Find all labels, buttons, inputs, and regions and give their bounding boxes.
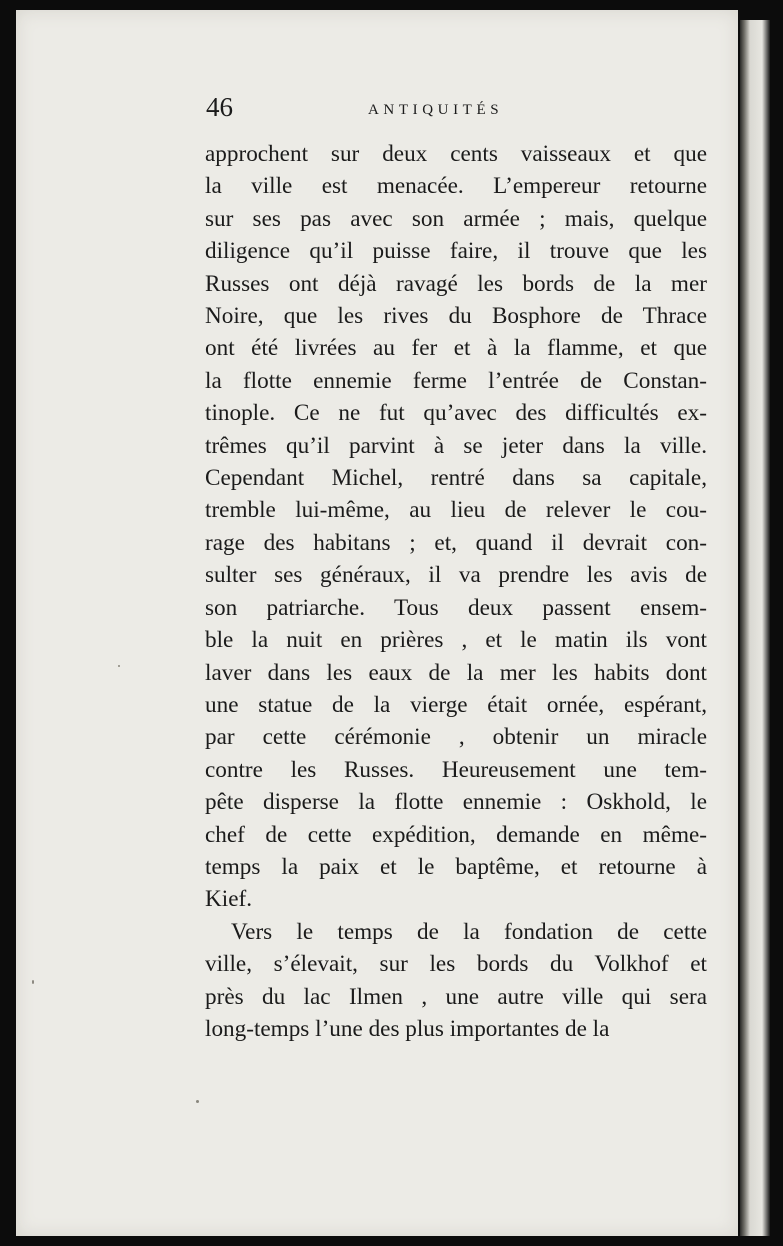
- text-line: par cette cérémonie , obtenir un miracle: [205, 724, 707, 751]
- text-line: ville, s’élevait, sur les bords du Volkhof et: [205, 951, 707, 978]
- text-line: laver dans les eaux de la mer les habits dont: [205, 659, 707, 686]
- text-line: Kief.: [205, 886, 252, 913]
- text-line: Cependant Michel, rentré dans sa capitale,: [205, 465, 707, 492]
- text-line: près du lac Ilmen , une autre ville qui sera: [205, 983, 707, 1010]
- text-line: une statue de la vierge était ornée, espérant,: [205, 691, 707, 718]
- text-line: la flotte ennemie ferme l’entrée de Constan-: [205, 367, 707, 394]
- text-line: tremble lui-même, au lieu de relever le cou-: [205, 497, 707, 524]
- body-text: [205, 138, 707, 1045]
- text-line: diligence qu’il puisse faire, il trouve que les: [205, 238, 707, 265]
- paragraph: [205, 916, 707, 1046]
- text-line: trêmes qu’il parvint à se jeter dans la ville.: [205, 432, 707, 459]
- text-line: son patriarche. Tous deux passent ensem-: [205, 594, 707, 621]
- text-line: tinople. Ce ne fut qu’avec des difficultés ex-: [205, 400, 707, 427]
- text-line: contre les Russes. Heureusement une tem-: [205, 756, 707, 783]
- text-line: chef de cette expédition, demande en même-: [205, 821, 707, 848]
- text-line: sur ses pas avec son armée ; mais, quelque: [205, 205, 707, 232]
- running-head: ANTIQUITÉS: [368, 102, 504, 118]
- text-line: ble la nuit en prières , et le matin ils vont: [205, 627, 707, 654]
- paper-speck: [118, 665, 120, 667]
- text-line: rage des habitans ; et, quand il devrait con-: [205, 529, 707, 556]
- text-line: Russes ont déjà ravagé les bords de la mer: [205, 270, 707, 297]
- paper-speck: [196, 1100, 199, 1103]
- page-number: 46: [206, 92, 233, 122]
- text-line: sulter ses généraux, il va prendre les avis de: [205, 562, 707, 589]
- adjacent-page-edge: [740, 20, 770, 1236]
- text-line: long-temps l’une des plus importantes de la: [205, 1015, 610, 1042]
- paragraph: [205, 138, 707, 916]
- text-line: Vers le temps de la fondation de cette: [231, 918, 707, 945]
- text-line: approchent sur deux cents vaisseaux et que: [205, 141, 707, 167]
- text-line: pête disperse la flotte ennemie : Oskhold, le: [205, 789, 707, 816]
- page-header: [206, 92, 711, 132]
- text-line: Noire, que les rives du Bosphore de Thrace: [205, 303, 707, 330]
- text-line: la ville est menacée. L’empereur retourne: [205, 173, 707, 200]
- text-line: temps la paix et le baptême, et retourne à: [205, 853, 707, 880]
- text-line: ont été livrées au fer et à la flamme, et que: [205, 335, 707, 362]
- paper-speck: [32, 980, 34, 984]
